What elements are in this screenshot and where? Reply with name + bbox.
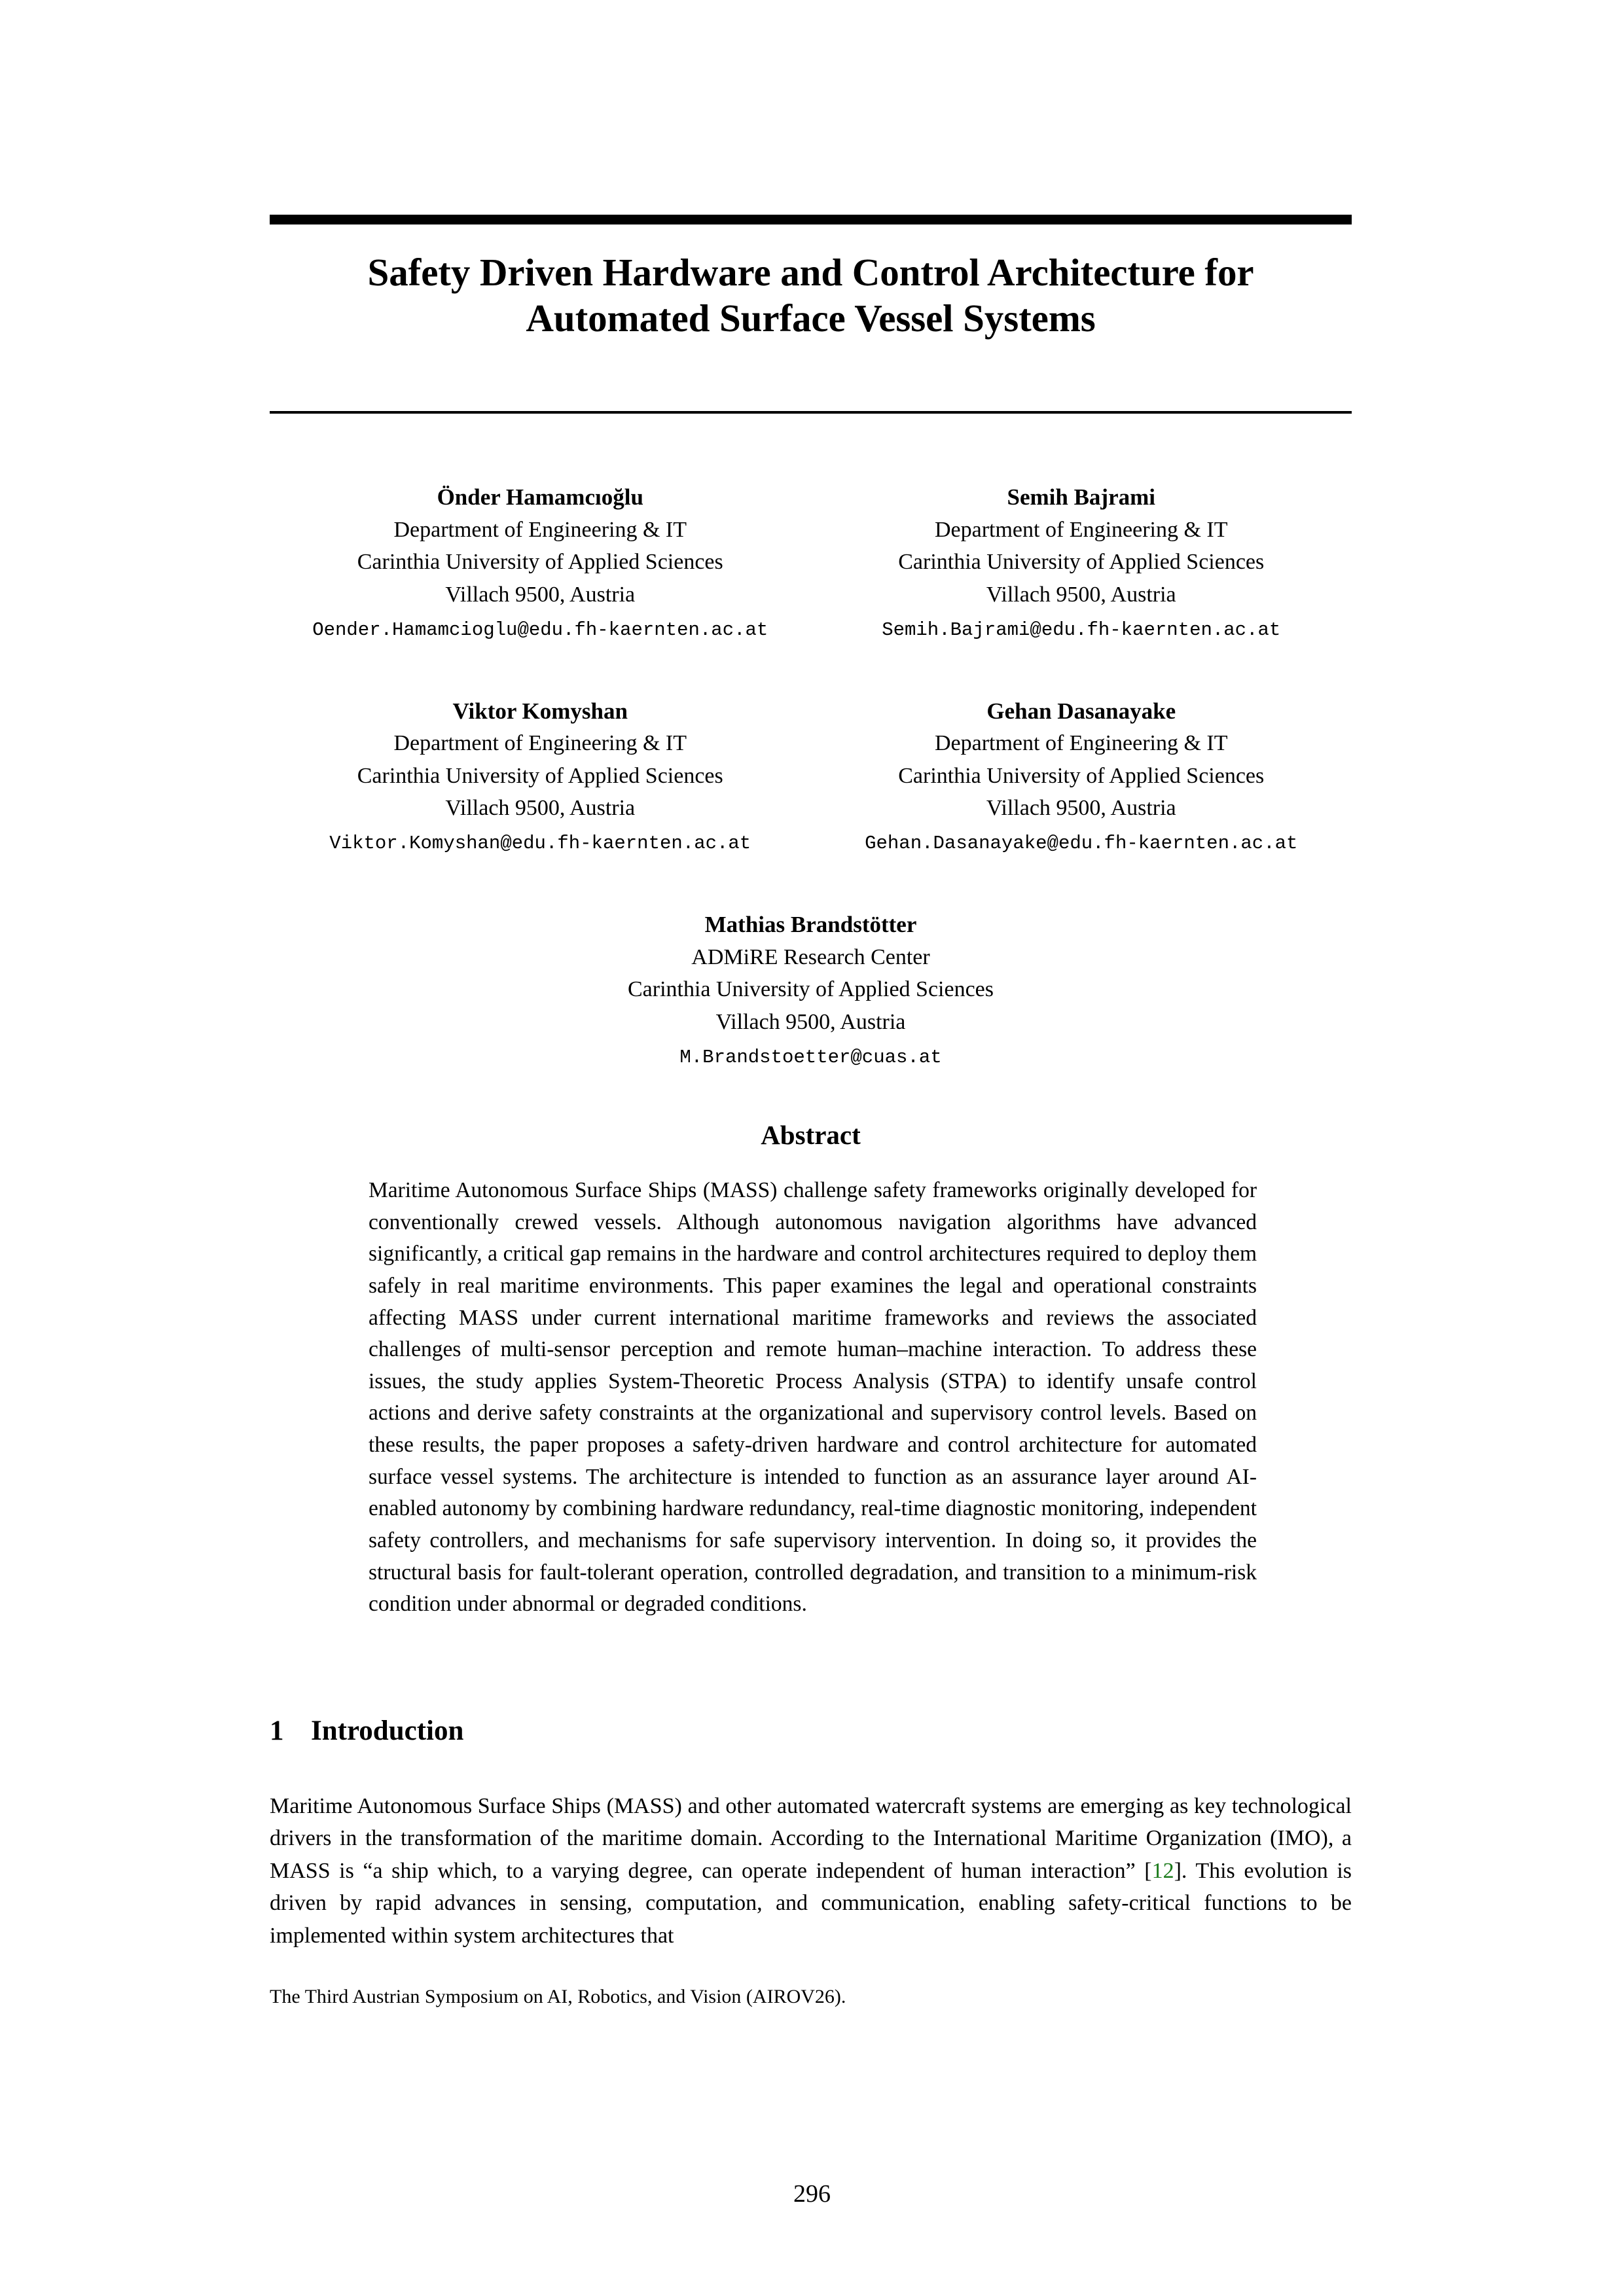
author-entry (270, 481, 811, 645)
author-email[interactable]: Viktor.Komyshan@edu.fh-kaernten.ac.at (329, 833, 751, 855)
author-email[interactable]: Oender.Hamamcioglu@edu.fh-kaernten.ac.at (312, 619, 768, 641)
author-institution: Carinthia University of Applied Sciences (898, 550, 1265, 575)
author-entry (811, 695, 1352, 859)
author-row-1 (270, 481, 1352, 645)
abstract-text: Maritime Autonomous Surface Ships (MASS) challenge safety frameworks originally developed for conventionally crewed vessels. Although autonomous navigation algorithms have advanced significantly, a critical gap remains in the hardware and control architectures required to deploy them safely in real maritime environments. This paper examines the legal and operational constraints affecting MASS under current international maritime frameworks and reviews the associated challenges of multi-sensor perception and remote human–machine interaction. To address these issues, the study applies System-Theoretic Process Analysis (STPA) to identify unsafe control actions and derive safety constraints at the organizational and supervisory control levels. Based on these results, the paper proposes a safety-driven hardware and control architecture for automated surface vessel systems. The architecture is intended to function as an assurance layer around AI-enabled autonomy by combining hardware redundancy, real-time diagnostic monitoring, independent safety controllers, and mechanisms for safe supervisory intervention. In doing so, it provides the structural basis for fault-tolerant operation, controlled degradation, and transition to a minimum-risk condition under abnormal or degraded conditions. (369, 1178, 1257, 1617)
author-institution: Carinthia University of Applied Sciences (357, 550, 723, 575)
intro-text-part2: ]. This evolution is driven by rapid advances in sensing, computation, and communication, enabling safety-critical functions to be implemented within system architectures that (270, 1858, 1352, 1948)
author-email[interactable]: Semih.Bajrami@edu.fh-kaernten.ac.at (882, 619, 1281, 641)
author-name: Gehan Dasanayake (986, 698, 1176, 724)
footnote-venue: The Third Austrian Symposium on AI, Robotics, and Vision (AIROV26). (270, 1986, 846, 2007)
intro-text-part1: Maritime Autonomous Surface Ships (MASS) and other automated watercraft systems are emerging as key technological drivers in the transformation of the maritime domain. According to the International Maritime Organization (IMO), a MASS is “a ship which, to a varying degree, can operate independent of human interaction” [ (270, 1794, 1352, 1883)
author-location: Villach 9500, Austria (986, 796, 1176, 821)
author-department: Department of Engineering & IT (393, 731, 687, 756)
author-email[interactable]: M.Brandstoetter@cuas.at (679, 1046, 942, 1068)
section-heading-introduction (270, 1715, 1352, 1747)
author-entry (270, 695, 811, 859)
author-institution: Carinthia University of Applied Sciences (628, 977, 994, 1002)
author-location: Villach 9500, Austria (986, 582, 1176, 607)
author-entry (811, 481, 1352, 645)
author-department: Department of Engineering & IT (934, 517, 1228, 542)
abstract-heading: Abstract (761, 1120, 861, 1150)
author-name: Viktor Komyshan (452, 698, 628, 724)
title-line-1: Safety Driven Hardware and Control Architecture for (367, 251, 1254, 294)
author-location: Villach 9500, Austria (445, 582, 636, 607)
author-row-2 (270, 695, 1352, 859)
header-rule-thin (270, 411, 1352, 414)
author-institution: Carinthia University of Applied Sciences (357, 763, 723, 788)
author-location: Villach 9500, Austria (715, 1009, 906, 1034)
header-rule-thick (270, 215, 1352, 224)
author-email[interactable]: Gehan.Dasanayake@edu.fh-kaernten.ac.at (865, 833, 1298, 855)
author-department: Department of Engineering & IT (393, 517, 687, 542)
introduction-paragraph (270, 1790, 1352, 1952)
author-department: Department of Engineering & IT (934, 731, 1228, 756)
title-line-2: Automated Surface Vessel Systems (526, 296, 1096, 340)
section-number: 1 (270, 1715, 284, 1746)
author-name: Semih Bajrami (1007, 484, 1155, 510)
author-name: Mathias Brandstötter (704, 912, 917, 937)
author-department: ADMiRE Research Center (691, 944, 930, 969)
section-title: Introduction (311, 1715, 464, 1746)
author-name: Önder Hamamcıoğlu (437, 484, 643, 510)
page-title (270, 250, 1352, 341)
author-row-3 (270, 908, 1352, 1073)
author-location: Villach 9500, Austria (445, 796, 636, 821)
page-number: 296 (793, 2180, 831, 2208)
citation-link-12[interactable]: 12 (1151, 1858, 1174, 1883)
author-block (270, 481, 1352, 1073)
author-institution: Carinthia University of Applied Sciences (898, 763, 1265, 788)
